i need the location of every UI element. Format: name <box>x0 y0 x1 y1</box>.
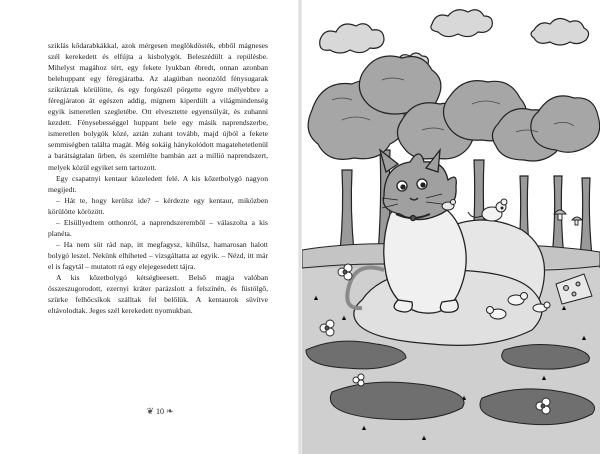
right-page <box>302 0 600 454</box>
paragraph: Egy csapatnyi kentaur közeledett felé. A kis kőzetbolygó nagyon megijedt. <box>48 173 268 194</box>
paragraph: – Ha nem süt rád nap, itt megfagysz, kihűlsz, hamarosan halott bolygó leszel. Nekünk elhiheted – vizsgáltatta az egyik. – Nézd, itt már el is fagytál – mutatott rá egy elejegesedett tájra. <box>48 239 268 271</box>
ornament-left-icon: ❦ <box>146 406 154 416</box>
page-number <box>140 404 180 418</box>
illustration-cat-with-mouse <box>302 0 600 454</box>
paragraph: – Hát te, hogy kerülsz ide? – kérdezte egy kentaur, miközben körülötte körözött. <box>48 195 268 216</box>
paragraph: – Elsüllyedtem otthonról, a naprendszeremből – válaszolta a kis planéta. <box>48 217 268 238</box>
body-text <box>48 40 268 316</box>
ornament-right-icon: ❧ <box>166 406 174 416</box>
page-number-text: 10 <box>156 407 164 416</box>
paragraph: sziklás kődarabkákkal, azok mérgesen meglökdösték, ebből mágneses szél kerekedett és elfújta a kisbolygót. Beleszédült a repülésbe. Mihelyst magához tért, egy fekete lyukban ébredt, onnan azonban belehuppant egy féregjáratba. Az alagútban neonzöld fénysugarak szikráztak körülötte, és egy forgószél pörgette egyre mélyebbre a féregjáraton át egészen addig, mígnem kiperdült a világmindenség egyik ismeretlen szegletébe. Ott elvesztette egyensúlyát, és zuhanni kezdett. Fénysebességgel huppant bele egy másik naprendszerbe, ismeretlen bolygók közé, aztán zuhant tovább, majd újból a fekete semmiségben találta magát. Még sokáig hánykolódott magatehetetlenül a barátságtalan űrben, és szemlélte bambán azt a millió naprendszert, melyek közül egyiket sem tartozott. <box>48 41 268 172</box>
paragraph: A kis kőzetbolygó kétségbeesett. Belső magja valóban összeszugorodott, ezernyi kráter parázslott a felszínén, és füstölgő, szürke felhőcsíkok szálltak fel belőlük. A kentaurok süvítve eltávolodtak. Jeges szél kerekedett nyomukban. <box>48 272 268 316</box>
